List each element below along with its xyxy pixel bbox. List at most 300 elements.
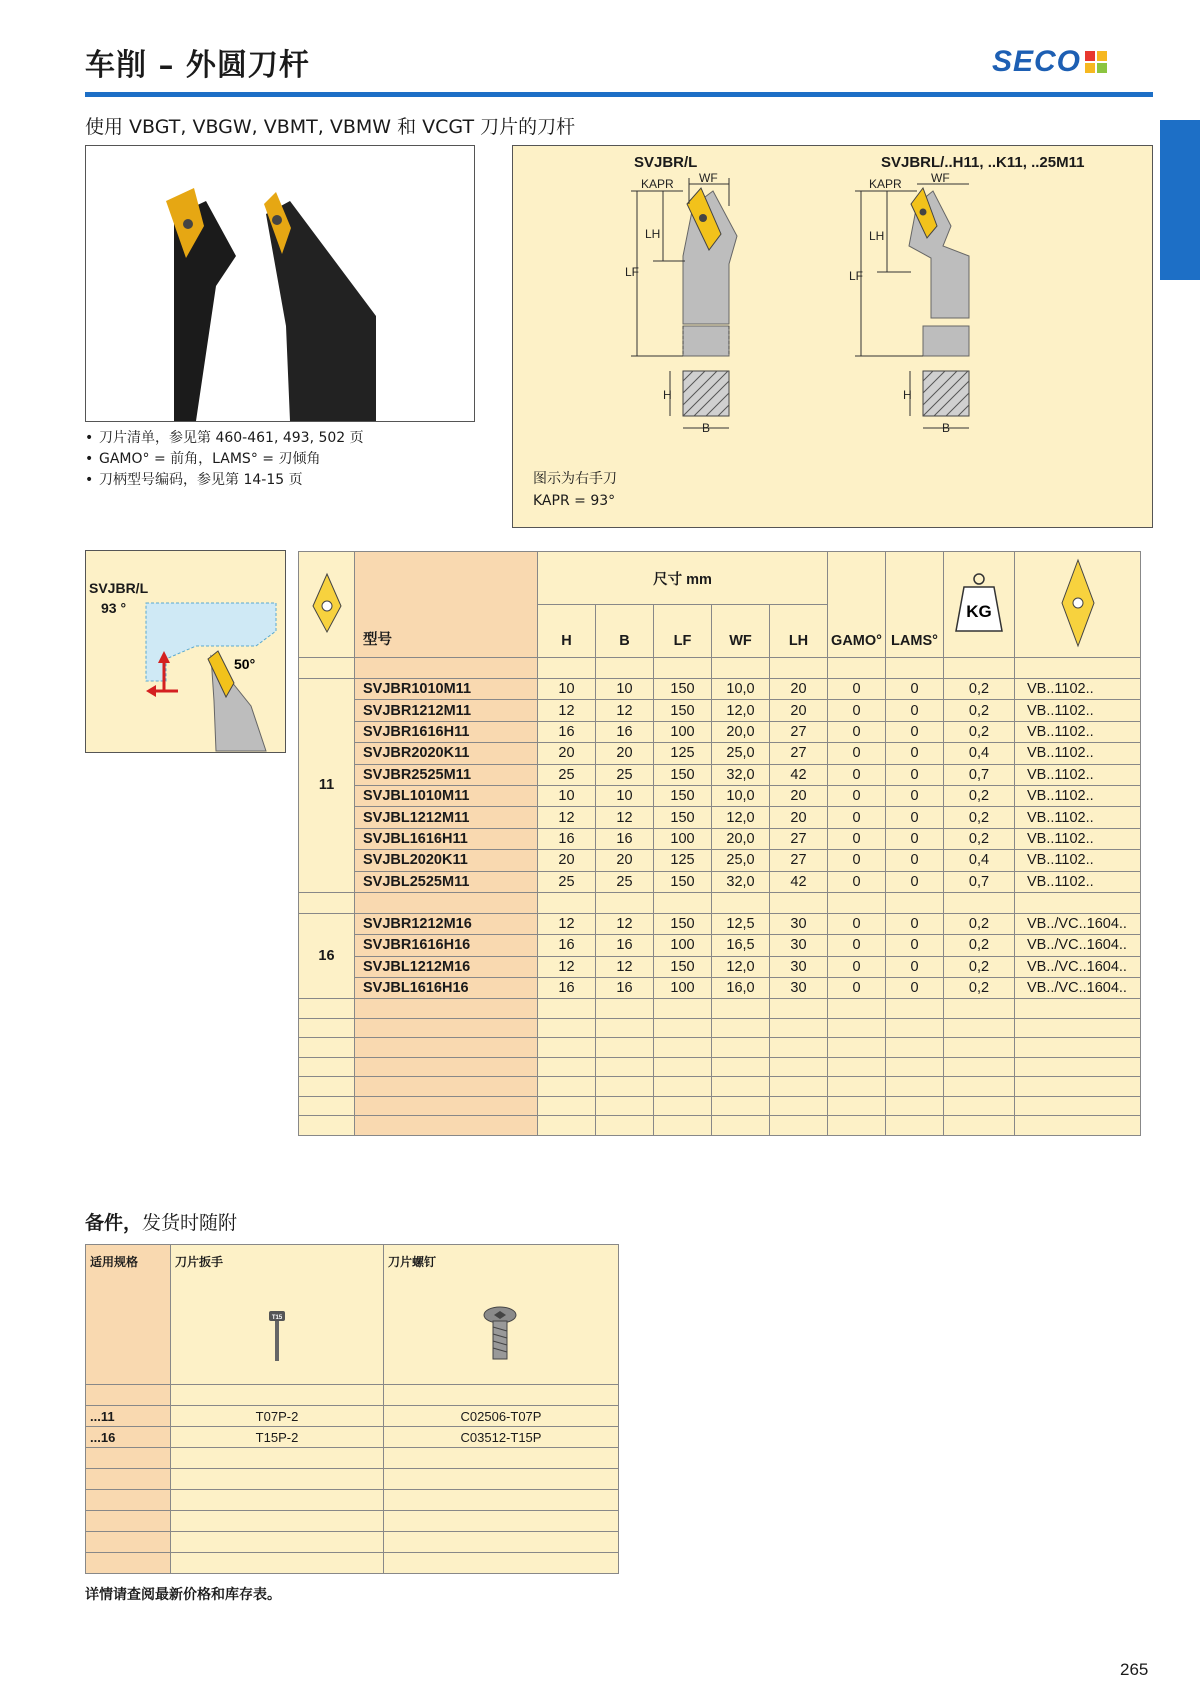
acc-row [86,1427,619,1448]
value-cell: 30 [770,956,828,977]
blank-cell [299,1018,355,1038]
value-cell: 12 [538,807,596,828]
blank-cell [886,892,944,913]
b-label-right: B [942,421,951,435]
value-cell: 0 [828,700,886,721]
value-cell: 0 [886,828,944,849]
blank-cell [654,1057,712,1077]
accessories-title [85,1208,237,1235]
blank-cell [886,999,944,1019]
dimension-diagram [512,145,1153,528]
blank-cell [299,892,355,913]
value-cell: 150 [654,871,712,892]
value-cell: 100 [654,935,712,956]
value-cell: 0,2 [944,935,1015,956]
blank-cell [538,999,596,1019]
model-cell: SVJBL2020K11 [355,850,538,871]
blank-cell [770,1018,828,1038]
blank-cell [654,999,712,1019]
acc-blank-cell [384,1490,619,1511]
value-cell: 125 [654,743,712,764]
acc-row [86,1385,619,1406]
value-cell: 12,5 [712,913,770,934]
blank-cell [712,1018,770,1038]
blank-cell [538,1057,596,1077]
blank-cell [1015,1096,1141,1116]
value-cell: 16 [538,978,596,999]
value-cell: 0 [886,956,944,977]
value-cell: 0 [886,978,944,999]
diagram-title-right: SVJBRL/..H11, ..K11, ..25M11 [881,154,1085,171]
blank-cell [944,1038,1015,1058]
acc-blank-cell [384,1385,619,1406]
blank-cell [944,658,1015,679]
col-h-header: H [538,605,596,658]
blank-cell [886,1057,944,1077]
value-cell: 100 [654,721,712,742]
value-cell: 0,7 [944,764,1015,785]
caption-line-2: KAPR = 93° [533,493,616,509]
blank-row [299,1096,1141,1116]
table-row [299,935,1141,956]
value-cell: 0 [886,850,944,871]
model-cell: SVJBR2525M11 [355,764,538,785]
value-cell: 16 [538,828,596,849]
weight-icon [954,569,1004,637]
table-row [299,807,1141,828]
col-model-header: 型号 [355,552,538,658]
insert-type-icon-cell [1015,552,1141,658]
value-cell: 20 [770,700,828,721]
model-cell: SVJBL2525M11 [355,871,538,892]
blank-cell [944,1018,1015,1038]
value-cell: 0,2 [944,956,1015,977]
insert-type-icon [1058,558,1098,648]
value-cell: 16 [596,978,654,999]
table-body [299,658,1141,1136]
blank-cell [712,892,770,913]
blank-cell [944,1116,1015,1136]
acc-col-screw-label: 刀片螺钉 [388,1255,437,1269]
acc-blank-cell [384,1553,619,1574]
value-cell: VB../VC..1604.. [1015,978,1141,999]
value-cell: 150 [654,679,712,700]
blank-cell [654,1096,712,1116]
blank-cell [770,1116,828,1136]
acc-screw-cell: C02506-T07P [384,1406,619,1427]
value-cell: 30 [770,935,828,956]
lf-label-right: LF [849,269,864,283]
value-cell: VB../VC..1604.. [1015,913,1141,934]
blank-cell [712,999,770,1019]
value-cell: 20 [770,785,828,806]
value-cell: 100 [654,978,712,999]
value-cell: 0 [886,935,944,956]
page-number: 265 [1120,1660,1149,1679]
col-dims-header: 尺寸 mm [538,552,828,605]
kapr-label-right: KAPR [869,177,902,191]
table-row [299,721,1141,742]
acc-col-key [171,1245,384,1385]
value-cell: 0 [886,679,944,700]
key-tag-label: T15 [271,1315,283,1321]
model-cell: SVJBL1212M16 [355,956,538,977]
value-cell: 0 [886,743,944,764]
acc-row [86,1448,619,1469]
blank-cell [355,1116,538,1136]
col-gamo-header: GAMO° [828,552,886,658]
blank-cell [299,1057,355,1077]
blank-row [299,1018,1141,1038]
blank-cell [596,892,654,913]
acc-blank-cell [86,1532,171,1553]
value-cell: 10 [538,785,596,806]
blank-cell [770,1057,828,1077]
tool-holder-image [86,146,474,421]
blank-cell [886,1077,944,1097]
blank-cell [355,892,538,913]
blank-cell [828,658,886,679]
value-cell: 0,2 [944,700,1015,721]
blank-row [299,1057,1141,1077]
wf-label-left: WF [699,171,718,185]
insert-size-icon-cell [299,552,355,658]
acc-col-screw [384,1245,619,1385]
acc-row [86,1532,619,1553]
value-cell: VB../VC..1604.. [1015,935,1141,956]
col-wf-header: WF [712,605,770,658]
value-cell: 16 [596,935,654,956]
blank-cell [654,1077,712,1097]
acc-blank-cell [171,1511,384,1532]
logo-text: SECO [992,45,1082,78]
value-cell: VB..1102.. [1015,871,1141,892]
lh-label-left: LH [645,227,661,241]
value-cell: 0,4 [944,850,1015,871]
value-cell: 0 [886,764,944,785]
blank-row [299,1116,1141,1136]
value-cell: 10 [596,785,654,806]
weight-icon-cell [944,552,1015,658]
note-item: • 刀柄型号编码，参见第 14-15 页 [85,470,364,491]
blank-cell [299,1096,355,1116]
blank-cell [654,1018,712,1038]
acc-size-cell: ...16 [86,1427,171,1448]
blank-cell [596,1038,654,1058]
value-cell: 150 [654,956,712,977]
value-cell: VB..1102.. [1015,807,1141,828]
blank-cell [1015,1057,1141,1077]
model-cell: SVJBR2020K11 [355,743,538,764]
value-cell: 20 [596,743,654,764]
table-row [299,828,1141,849]
model-cell: SVJBL1616H16 [355,978,538,999]
value-cell: 10,0 [712,679,770,700]
value-cell: 0,7 [944,871,1015,892]
value-cell: 0,2 [944,913,1015,934]
model-cell: SVJBR1616H11 [355,721,538,742]
blank-cell [355,1018,538,1038]
value-cell: 32,0 [712,871,770,892]
value-cell: 10 [538,679,596,700]
insert-size-cell: 16 [299,913,355,999]
value-cell: 27 [770,721,828,742]
h-label-left: H [663,388,672,402]
blank-row [299,1038,1141,1058]
acc-col-key-label: 刀片扳手 [175,1255,224,1269]
value-cell: 27 [770,743,828,764]
blank-cell [886,1096,944,1116]
value-cell: 16 [538,935,596,956]
acc-blank-cell [171,1448,384,1469]
model-cell: SVJBL1010M11 [355,785,538,806]
blank-cell [355,1077,538,1097]
value-cell: 20,0 [712,721,770,742]
value-cell: 12 [538,913,596,934]
blank-cell [828,1057,886,1077]
acc-blank-cell [86,1448,171,1469]
diagram-title-left: SVJBR/L [634,154,698,171]
acc-size-cell: ...11 [86,1406,171,1427]
value-cell: 16,0 [712,978,770,999]
accessories-title-rest: 发货时随附 [142,1212,238,1234]
blank-cell [886,1018,944,1038]
value-cell: 27 [770,828,828,849]
value-cell: 32,0 [712,764,770,785]
value-cell: 30 [770,913,828,934]
insert-size-cell: 11 [299,679,355,893]
key-wrench-icon [263,1303,293,1363]
col-lh-header: LH [770,605,828,658]
blank-cell [1015,1018,1141,1038]
acc-key-cell: T07P-2 [171,1406,384,1427]
value-cell: 0 [828,679,886,700]
table-row [299,700,1141,721]
value-cell: 12 [596,807,654,828]
blank-cell [828,1077,886,1097]
blank-cell [712,1057,770,1077]
blank-cell [299,1116,355,1136]
blank-cell [538,892,596,913]
value-cell: 25,0 [712,743,770,764]
acc-blank-cell [171,1490,384,1511]
blank-cell [654,1038,712,1058]
blank-cell [770,892,828,913]
value-cell: 0,2 [944,785,1015,806]
acc-row [86,1511,619,1532]
blank-cell [770,1096,828,1116]
blank-cell [944,892,1015,913]
seco-logo [992,46,1107,78]
blank-cell [1015,999,1141,1019]
value-cell: 12 [596,913,654,934]
blank-cell [886,1038,944,1058]
screw-icon [480,1305,520,1365]
value-cell: 0 [886,871,944,892]
blank-cell [828,1038,886,1058]
acc-row [86,1553,619,1574]
small-diagram-angle: 93 ° [101,600,127,616]
blank-cell [538,1018,596,1038]
table-row [299,743,1141,764]
value-cell: 30 [770,978,828,999]
acc-row [86,1406,619,1427]
table-row [299,978,1141,999]
blank-cell [770,1038,828,1058]
value-cell: 100 [654,828,712,849]
accessories-title-bold: 备件， [85,1212,143,1234]
weight-label: KG [966,601,992,621]
value-cell: 0 [828,807,886,828]
value-cell: 10 [596,679,654,700]
value-cell: VB..1102.. [1015,700,1141,721]
angle-50-label: 50° [234,656,256,672]
col-lf-header: LF [654,605,712,658]
table-row [299,679,1141,700]
value-cell: VB..1102.. [1015,828,1141,849]
value-cell: 0,4 [944,743,1015,764]
page-title: 车削 – 外圆刀杆 [85,48,310,83]
blank-cell [770,1077,828,1097]
blank-cell [828,892,886,913]
model-cell: SVJBL1616H11 [355,828,538,849]
value-cell: 150 [654,785,712,806]
value-cell: 0,2 [944,807,1015,828]
value-cell: 0 [886,785,944,806]
value-cell: 0,2 [944,721,1015,742]
notes-list [85,428,364,491]
value-cell: 0 [828,743,886,764]
value-cell: 27 [770,850,828,871]
value-cell: 150 [654,700,712,721]
acc-blank-cell [384,1448,619,1469]
blank-cell [712,1116,770,1136]
footer-note: 详情请查阅最新价格和库存表。 [85,1587,281,1603]
insert-size-icon [309,572,345,634]
model-cell: SVJBR1616H16 [355,935,538,956]
acc-blank-cell [86,1511,171,1532]
value-cell: 0 [828,850,886,871]
value-cell: 20 [538,743,596,764]
blank-row [299,892,1141,913]
value-cell: 20 [770,679,828,700]
value-cell: 0,2 [944,679,1015,700]
blank-cell [944,999,1015,1019]
blank-row [299,658,1141,679]
value-cell: 0 [886,913,944,934]
table-row [299,956,1141,977]
value-cell: 0 [828,764,886,785]
blank-cell [596,1096,654,1116]
blank-cell [299,999,355,1019]
blank-cell [355,999,538,1019]
wf-label-right: WF [931,171,950,185]
h-label-right: H [903,388,912,402]
blank-cell [538,658,596,679]
accessories-table [85,1244,619,1574]
value-cell: 20 [538,850,596,871]
value-cell: 16,5 [712,935,770,956]
value-cell: 125 [654,850,712,871]
acc-blank-cell [384,1511,619,1532]
blank-cell [1015,892,1141,913]
acc-screw-cell: C03512-T15P [384,1427,619,1448]
value-cell: VB../VC..1604.. [1015,956,1141,977]
value-cell: 0 [886,721,944,742]
blank-cell [828,1096,886,1116]
blank-cell [886,1116,944,1136]
blank-row [299,1077,1141,1097]
blank-cell [770,999,828,1019]
blank-cell [712,1077,770,1097]
blank-cell [712,1096,770,1116]
value-cell: 10,0 [712,785,770,806]
blank-cell [654,658,712,679]
angle-drawing [86,551,285,752]
blank-cell [538,1096,596,1116]
blank-cell [538,1038,596,1058]
blank-cell [1015,1038,1141,1058]
blank-cell [596,1077,654,1097]
value-cell: 12 [596,956,654,977]
value-cell: 12 [538,956,596,977]
value-cell: 0,2 [944,828,1015,849]
model-cell: SVJBL1212M11 [355,807,538,828]
table-row [299,850,1141,871]
col-b-header: B [596,605,654,658]
value-cell: 42 [770,871,828,892]
value-cell: 25 [596,871,654,892]
blank-cell [654,1116,712,1136]
value-cell: 25 [538,764,596,785]
blank-cell [712,1038,770,1058]
acc-key-cell: T15P-2 [171,1427,384,1448]
note-item: • 刀片清单，参见第 460-461, 493, 502 页 [85,428,364,449]
blank-cell [355,658,538,679]
blank-cell [770,658,828,679]
blank-cell [944,1096,1015,1116]
acc-blank-cell [86,1490,171,1511]
value-cell: VB..1102.. [1015,764,1141,785]
caption-line-1: 图示为右手刀 [533,471,617,487]
holder-spec-table [298,551,1141,1136]
product-photo [85,145,475,422]
blank-cell [1015,1116,1141,1136]
value-cell: 0 [828,785,886,806]
blank-cell [712,658,770,679]
value-cell: 12 [538,700,596,721]
table-row [299,785,1141,806]
header-rule [85,92,1153,97]
blank-cell [828,999,886,1019]
value-cell: 0 [828,978,886,999]
table-row [299,871,1141,892]
blank-cell [299,658,355,679]
blank-cell [886,658,944,679]
blank-cell [828,1018,886,1038]
note-item: • GAMO° = 前角，LAMS° = 刃倾角 [85,449,364,470]
value-cell: 150 [654,913,712,934]
blank-cell [596,1018,654,1038]
acc-blank-cell [171,1385,384,1406]
blank-cell [355,1057,538,1077]
blank-cell [355,1096,538,1116]
value-cell: 12 [596,700,654,721]
section-subtitle: 使用 VBGT, VBGW, VBMT, VBMW 和 VCGT 刀片的刀杆 [85,116,576,138]
blank-cell [828,1116,886,1136]
blank-row [299,999,1141,1019]
value-cell: 25 [538,871,596,892]
